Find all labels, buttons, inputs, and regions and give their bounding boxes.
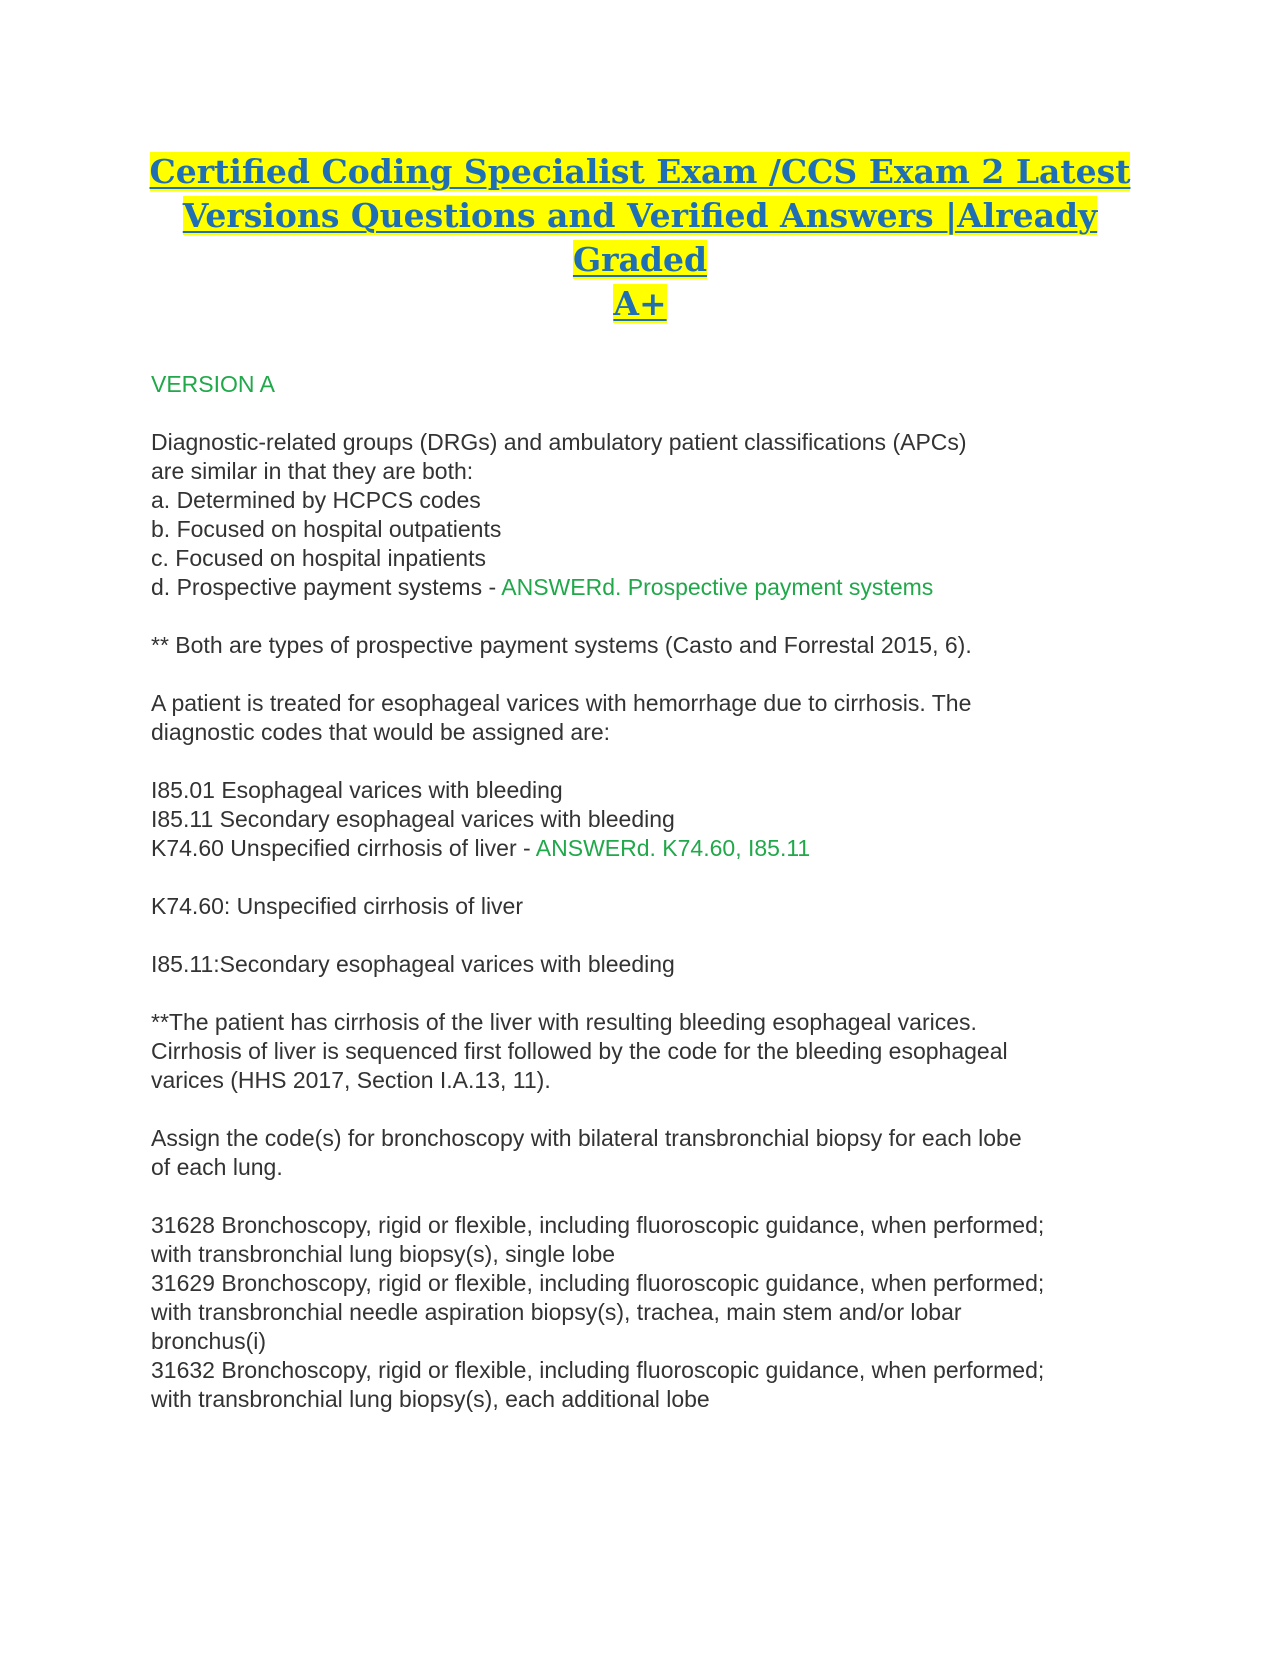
question-1-option-a: a. Determined by HCPCS codes (151, 487, 481, 513)
document-title (140, 150, 1140, 326)
question-2-stem: diagnostic codes that would be assigned are: (151, 719, 611, 745)
question-2-option-3: K74.60 Unspecified cirrhosis of liver - (151, 835, 536, 861)
title-line-2: Versions Questions and Verified Answers |Already Graded (182, 196, 1098, 279)
question-2-rationale: varices (HHS 2017, Section I.A.13, 11). (151, 1067, 551, 1093)
question-2-explanation-2: I85.11:Secondary esophageal varices with bleeding (151, 951, 675, 977)
question-2-option-3-row (151, 834, 1151, 863)
question-3-option-line: with transbronchial lung biopsy(s), single lobe (151, 1241, 616, 1267)
version-label: VERSION A (151, 371, 275, 397)
question-2-rationale: Cirrhosis of liver is sequenced first followed by the code for the bleeding esophageal (151, 1038, 1008, 1064)
question-3-option-line: 31632 Bronchoscopy, rigid or flexible, including fluoroscopic guidance, when performed; (151, 1357, 1045, 1383)
question-2-answer: ANSWERd. K74.60, I85.11 (535, 835, 811, 861)
question-1-option-b: b. Focused on hospital outpatients (151, 516, 502, 542)
question-3-option-line: bronchus(i) (151, 1328, 267, 1354)
question-3-option-line: with transbronchial needle aspiration biopsy(s), trachea, main stem and/or lobar (151, 1299, 962, 1325)
title-line-3: A+ (613, 284, 667, 323)
question-1-stem: are similar in that they are both: (151, 458, 474, 484)
question-3 (151, 1124, 1151, 1414)
document-body (151, 370, 1151, 1414)
question-3-stem: of each lung. (151, 1154, 283, 1180)
question-1-answer: ANSWERd. Prospective payment systems (501, 574, 934, 600)
question-1-rationale: ** Both are types of prospective payment systems (Casto and Forrestal 2015, 6). (151, 632, 972, 658)
question-3-stem: Assign the code(s) for bronchoscopy with bilateral transbronchial biopsy for each lobe (151, 1125, 1022, 1151)
question-3-option-line: 31628 Bronchoscopy, rigid or flexible, including fluoroscopic guidance, when performed; (151, 1212, 1045, 1238)
question-1-option-d-row (151, 573, 1151, 602)
title-line-1: Certified Coding Specialist Exam /CCS Exam 2 Latest (149, 152, 1131, 191)
question-1-option-d: d. Prospective payment systems - (151, 574, 502, 600)
question-2-explanation-1: K74.60: Unspecified cirrhosis of liver (151, 893, 523, 919)
question-1-stem: Diagnostic-related groups (DRGs) and ambulatory patient classifications (APCs) (151, 429, 967, 455)
question-2-option-2: I85.11 Secondary esophageal varices with bleeding (151, 806, 675, 832)
question-2 (151, 689, 1151, 1095)
question-3-option-line: 31629 Bronchoscopy, rigid or flexible, including fluoroscopic guidance, when performed; (151, 1270, 1045, 1296)
question-2-stem: A patient is treated for esophageal varices with hemorrhage due to cirrhosis. The (151, 690, 972, 716)
question-1 (151, 428, 1151, 660)
question-2-rationale: **The patient has cirrhosis of the liver with resulting bleeding esophageal varices. (151, 1009, 977, 1035)
question-3-option-line: with transbronchial lung biopsy(s), each additional lobe (151, 1386, 710, 1412)
question-1-option-c: c. Focused on hospital inpatients (151, 545, 486, 571)
question-2-option-1: I85.01 Esophageal varices with bleeding (151, 777, 563, 803)
